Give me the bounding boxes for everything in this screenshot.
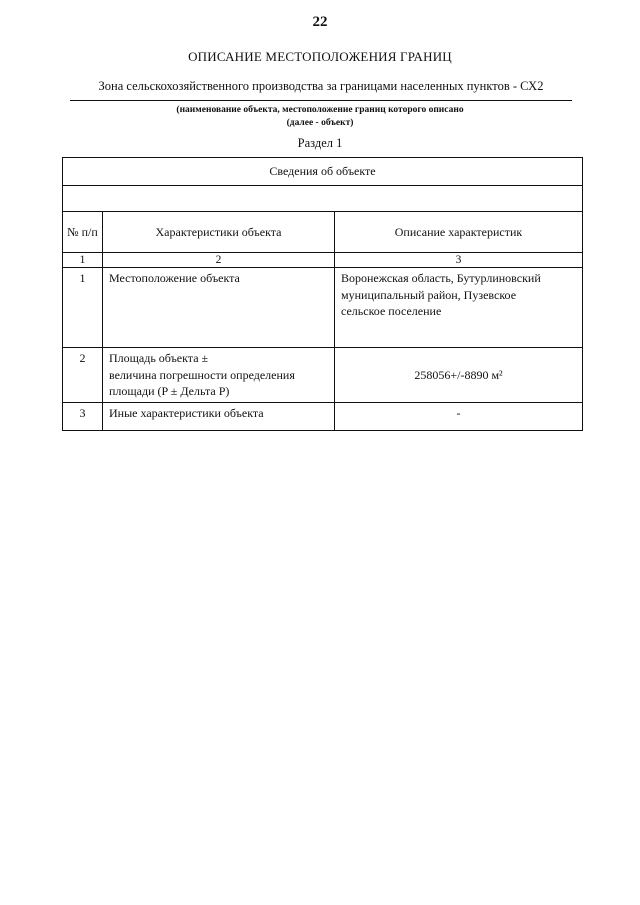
table-header-row (63, 212, 583, 253)
description-line: сельское поселение (341, 304, 442, 318)
header-characteristics: Характеристики объекта (103, 212, 335, 253)
row-characteristic (103, 268, 335, 348)
table-blank-row (63, 186, 583, 212)
section-label: Раздел 1 (297, 136, 343, 150)
column-index-row (63, 253, 583, 268)
characteristic-line: Площадь объекта ± (109, 351, 209, 365)
object-name: Зона сельскохозяйственного производства за границами населенных пунктов - СХ2 (98, 79, 544, 93)
table-row (63, 268, 583, 348)
characteristic-line: Иные характеристики объекта (109, 405, 264, 420)
column-index: 1 (63, 253, 103, 268)
document-title: ОПИСАНИЕ МЕСТОПОЛОЖЕНИЯ ГРАНИЦ (188, 49, 452, 64)
characteristic-line: площади (P ± Дельта P) (109, 384, 230, 398)
description-line: - (456, 405, 461, 420)
row-characteristic (103, 348, 335, 403)
table-row (63, 402, 583, 430)
description-line: муниципальный район, Пузевское (341, 287, 517, 302)
table-title: Сведения об объекте (63, 158, 583, 186)
row-description (335, 268, 583, 348)
object-name-underline (70, 100, 572, 101)
object-info-table (62, 157, 583, 431)
row-description (335, 348, 583, 403)
header-description: Описание характеристик (335, 212, 583, 253)
column-index: 2 (103, 253, 335, 268)
page-number: 22 (312, 14, 328, 30)
object-note-line-2: (далее - объект) (286, 118, 354, 128)
object-name-note (0, 104, 640, 130)
characteristic-line: Местоположение объекта (109, 271, 240, 285)
column-index: 3 (335, 253, 583, 268)
header-num: № п/п (63, 212, 103, 253)
object-note-line-1: (наименование объекта, местоположение границ которого описано (176, 105, 464, 115)
row-number: 3 (63, 402, 103, 430)
row-number: 2 (63, 348, 103, 403)
description-line: Воронежская область, Бутурлиновский (341, 271, 541, 285)
table-row (63, 348, 583, 403)
row-description (335, 402, 583, 430)
characteristic-line: величина погрешности определения (109, 367, 295, 382)
area-value: 258056+/-8890 м² (414, 367, 503, 382)
row-characteristic (103, 402, 335, 430)
row-number: 1 (63, 268, 103, 348)
